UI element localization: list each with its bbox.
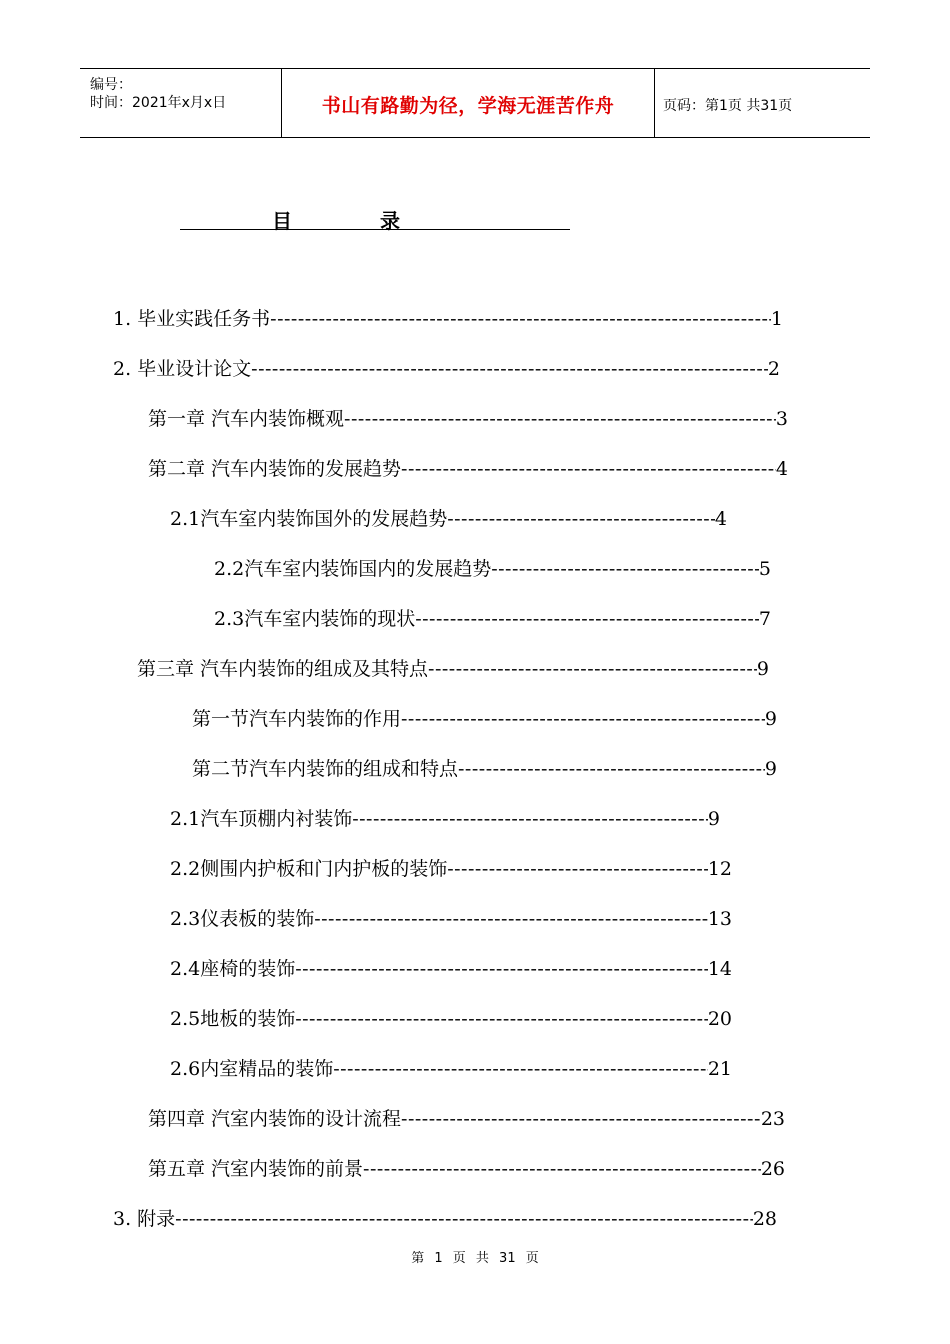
header-table: [80, 68, 870, 138]
toc-leader: [401, 708, 765, 730]
toc-entry-page: 2: [767, 358, 780, 380]
toc-entry[interactable]: [148, 1154, 785, 1182]
toc-entry-label: 第一章 汽车内装饰概观: [148, 408, 345, 430]
toc-entry-page: 28: [752, 1208, 777, 1230]
serial-label: 编号：: [90, 77, 132, 93]
toc-leader: [175, 1208, 753, 1230]
toc-entry-page: 7: [758, 608, 771, 630]
toc-entry-label: 1. 毕业实践任务书: [113, 308, 271, 330]
toc-entry[interactable]: [214, 604, 771, 632]
toc-leader: [447, 858, 708, 880]
toc-entry-label: 2.1汽车顶棚内衬装饰: [170, 808, 353, 830]
header-info-cell: [80, 69, 282, 137]
toc-entry-page: 5: [758, 558, 771, 580]
toc-entry-page: 13: [707, 908, 732, 930]
header-page-cell: [655, 69, 870, 137]
toc-entry[interactable]: [148, 1104, 785, 1132]
toc-entry-label: 2.2汽车室内装饰国内的发展趋势: [214, 558, 492, 580]
toc-entry-page: 4: [775, 458, 788, 480]
toc-entry-page: 20: [707, 1008, 732, 1030]
toc-entry[interactable]: [113, 1204, 777, 1232]
toc-leader: [344, 408, 776, 430]
toc-entry-page: 12: [707, 858, 732, 880]
toc-leader: [401, 1108, 761, 1130]
toc-leader: [401, 458, 776, 480]
toc-leader: [314, 908, 708, 930]
toc-entry-label: 2. 毕业设计论文: [113, 358, 252, 380]
toc-entry-page: 23: [760, 1108, 785, 1130]
toc-entry-label: 第一节汽车内装饰的作用: [192, 708, 402, 730]
toc-leader: [251, 358, 768, 380]
toc-entry[interactable]: [170, 854, 732, 882]
toc-entry-page: 3: [775, 408, 788, 430]
motto: 书山有路勤为径，学海无涯苦作舟: [321, 95, 615, 117]
toc-leader: [295, 1008, 708, 1030]
toc-entry-page: 1: [770, 308, 783, 330]
toc-leader: [428, 658, 757, 680]
toc-entry-page: 21: [707, 1058, 732, 1080]
toc-entry-label: 2.1汽车室内装饰国外的发展趋势: [170, 508, 448, 530]
toc-entry-label: 第二节汽车内装饰的组成和特点: [192, 758, 459, 780]
toc-entry-page: 4: [714, 508, 727, 530]
toc-entry[interactable]: [170, 904, 732, 932]
toc-entry[interactable]: [170, 954, 732, 982]
toc-entry-label: 第四章 汽室内装饰的设计流程: [148, 1108, 402, 1130]
toc-entry-page: 9: [756, 658, 769, 680]
toc-title: [180, 205, 570, 233]
toc-leader: [491, 558, 759, 580]
toc-entry-label: 第三章 汽车内装饰的组成及其特点: [137, 658, 429, 680]
toc-entry[interactable]: [148, 454, 788, 482]
toc-entry-page: 14: [707, 958, 732, 980]
page-info: 页码：第1页 共31页: [663, 98, 793, 114]
toc-leader: [458, 758, 765, 780]
toc-leader: [295, 958, 708, 980]
toc-entry-label: 第五章 汽室内装饰的前景: [148, 1158, 364, 1180]
toc-entry[interactable]: [148, 404, 788, 432]
toc-entry[interactable]: [192, 704, 777, 732]
toc-entry[interactable]: [170, 504, 727, 532]
toc-entry[interactable]: [170, 1054, 732, 1082]
toc-entry[interactable]: [113, 304, 783, 332]
toc-entry[interactable]: [214, 554, 771, 582]
toc-leader: [333, 1058, 708, 1080]
toc-entry-page: 9: [764, 758, 777, 780]
toc-entry[interactable]: [170, 804, 720, 832]
toc-entry[interactable]: [192, 754, 777, 782]
toc-entry[interactable]: [170, 1004, 732, 1032]
toc-leader: [415, 608, 759, 630]
toc-entry-label: 3. 附录: [113, 1208, 176, 1230]
toc-entry[interactable]: [137, 654, 769, 682]
toc-leader: [270, 308, 771, 330]
toc-entry-label: 2.4座椅的装饰: [170, 958, 296, 980]
time-label: 时间：2021年x月x日: [90, 95, 227, 111]
toc-entry-page: 26: [760, 1158, 785, 1180]
toc-entry-label: 第二章 汽车内装饰的发展趋势: [148, 458, 402, 480]
toc-leader: [447, 508, 715, 530]
toc-entry-label: 2.6内室精品的装饰: [170, 1058, 334, 1080]
toc-leader: [363, 1158, 761, 1180]
toc-entry-page: 9: [764, 708, 777, 730]
toc-entry-label: 2.3汽车室内装饰的现状: [214, 608, 416, 630]
header-motto-cell: [282, 69, 655, 137]
toc-title-right: 录: [380, 209, 400, 233]
toc-title-left: 目: [272, 209, 292, 233]
toc-entry[interactable]: [113, 354, 780, 382]
toc-leader: [352, 808, 708, 830]
toc-entry-page: 9: [707, 808, 720, 830]
page-footer: 第 1 页 共 31 页: [411, 1251, 539, 1266]
toc-entry-label: 2.2侧围内护板和门内护板的装饰: [170, 858, 448, 880]
toc-entry-label: 2.3仪表板的装饰: [170, 908, 315, 930]
toc-entry-label: 2.5地板的装饰: [170, 1008, 296, 1030]
